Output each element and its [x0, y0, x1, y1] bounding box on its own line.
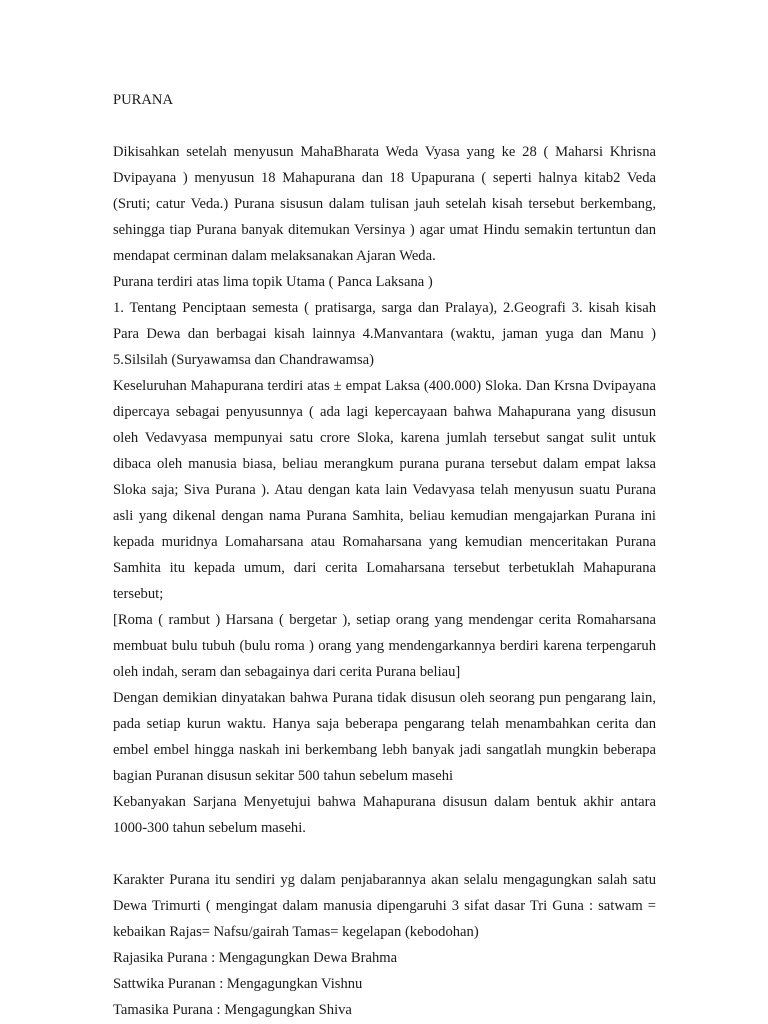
- paragraph-panca-laksana: Purana terdiri atas lima topik Utama ( Panca Laksana ): [113, 274, 433, 290]
- blank-line: [113, 113, 656, 139]
- list-item-sattwika: Sattwika Puranan : Mengagungkan Vishnu: [113, 976, 363, 992]
- paragraph-topics-list: 1. Tentang Penciptaan semesta ( pratisarga, sarga dan Pralaya), 2.Geografi 3. kisah kisah Para Dewa dan berbagai kisah lainnya 4.Manvantara (waktu, jaman yuga dan Manu ) 5.Silsilah (Suryawamsa dan Chandrawamsa): [113, 300, 656, 368]
- list-item-tamasika: Tamasika Purana : Mengagungkan Shiva: [113, 1002, 352, 1018]
- paragraph-dating: Kebanyakan Sarjana Menyetujui bahwa Mahapurana disusun dalam bentuk akhir antara 1000-300 tahun sebelum masehi.: [113, 794, 656, 836]
- paragraph-sloka: Keseluruhan Mahapurana terdiri atas ± empat Laksa (400.000) Sloka. Dan Krsna Dvipayana dipercaya sebagai penyusunnya ( ada lagi kepercayaan bahwa Mahapurana yang disusun oleh Vedavyasa mempunyai satu crore Sloka, karena jumlah tersebut sangat sulit untuk dibaca oleh manusia biasa, beliau merangkum purana purana tersebut dalam empat laksa Sloka saja; Siva Purana ). Atau dengan kata lain Vedavyasa telah menyusun suatu Purana asli yang dikenal dengan nama Purana Samhita, beliau kemudian mengajarkan Purana ini kepada muridnya Lomaharsana atau Romaharsana yang kemudian menceritakan Purana Samhita itu kepada umum, dari cerita Lomaharsana tersebut terbetuklah Mahapurana tersebut;: [113, 378, 656, 602]
- paragraph-romaharsana: [Roma ( rambut ) Harsana ( bergetar ), setiap orang yang mendengar cerita Romaharsana membuat bulu tubuh (bulu roma ) orang yang mendengarkannya berdiri karena terpengaruh oleh indah, seram dan sebagainya dari cerita Purana beliau]: [113, 612, 656, 680]
- paragraph-intro: Dikisahkan setelah menyusun MahaBharata Weda Vyasa yang ke 28 ( Maharsi Khrisna Dvipayana ) menyusun 18 Mahapurana dan 18 Upapurana ( seperti halnya kitab2 Veda (Sruti; catur Veda.) Purana sisusun dalam tulisan jauh setelah kisah tersebut berkembang, sehingga tiap Purana banyak ditemukan Versinya ) agar umat Hindu semakin tertuntun dan mendapat cerminan dalam melaksanakan Ajaran Weda.: [113, 144, 656, 264]
- paragraph-karakter: Karakter Purana itu sendiri yg dalam penjabarannya akan selalu mengagungkan salah satu Dewa Trimurti ( mengingat dalam manusia dipengaruhi 3 sifat dasar Tri Guna : satwam = kebaikan Rajas= Nafsu/gairah Tamas= kegelapan (kebodohan): [113, 872, 656, 940]
- paragraph-authorship: Dengan demikian dinyatakan bahwa Purana tidak disusun oleh seorang pun pengarang lain, pada setiap kurun waktu. Hanya saja beberapa pengarang telah menambahkan cerita dan embel embel hingga naskah ini berkembang lebh banyak jadi sangatlah mungkin beberapa bagian Puranan disusun sekitar 500 tahun sebelum masehi: [113, 690, 656, 784]
- blank-line: [113, 841, 656, 867]
- document-title: PURANA: [113, 92, 174, 108]
- document-body: [113, 87, 656, 1023]
- list-item-rajasika: Rajasika Purana : Mengagungkan Dewa Brahma: [113, 950, 398, 966]
